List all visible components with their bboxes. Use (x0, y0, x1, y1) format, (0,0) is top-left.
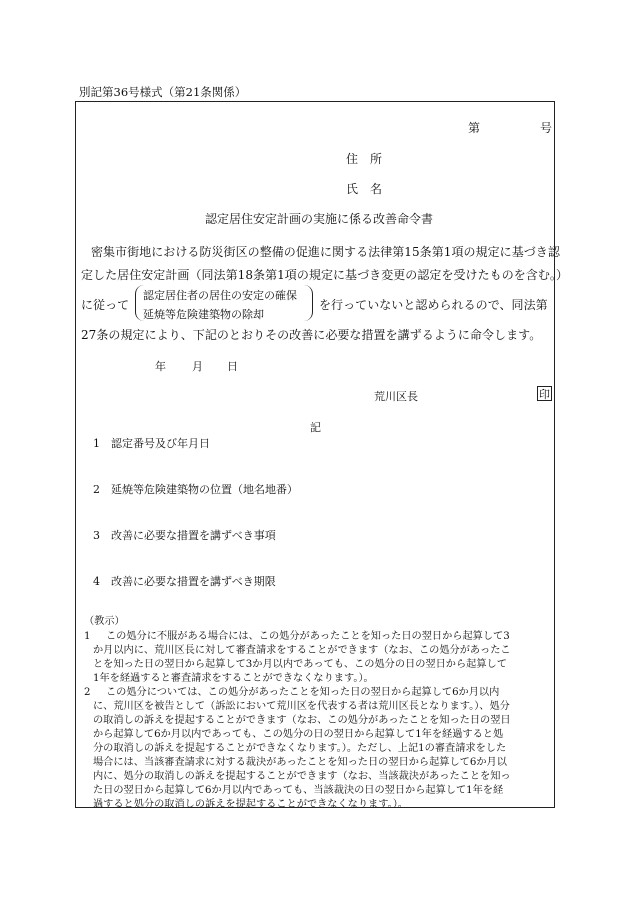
issuer: 荒川区長 (374, 390, 418, 403)
body-line-3-prefix: に従って (81, 298, 130, 312)
notice-2-line: の取消しの訴えを提起することができます（なお、この処分があったことを知った日の翌日 (93, 715, 511, 726)
number-dai: 第 (468, 121, 481, 135)
body-line-1: 密集市街地における防災街区の整備の促進に関する法律第15条第1項の規定に基づき認 (91, 245, 560, 259)
notice-1-line: この処分に不服がある場合には、この処分があったことを知った日の翌日から起算して3 (106, 631, 510, 642)
item-2: 2 延焼等危険建築物の位置（地名地番） (93, 483, 298, 496)
name-label: 氏 名 (346, 182, 383, 196)
date-month: 月 (192, 360, 203, 373)
notice-heading: （教示） (84, 616, 125, 627)
body-line-2: 定した居住安定計画（同法第18条第1項の規定に基づき変更の認定を受けたものを含む。） (81, 268, 569, 282)
notice-2-line: 分の取消しの訴えを提起することができなくなります。）。ただし、上記1の審査請求をした (93, 743, 507, 754)
document-title: 認定居住安定計画の実施に係る改善命令書 (205, 212, 434, 226)
body-line-3-suffix: を行っていないと認められるので、同法第 (319, 298, 548, 312)
option-2: 延焼等危険建築物の除却 (143, 308, 264, 321)
body-line-4: 27条の規定により、下記のとおりその改善に必要な措置を講ずるように命令します。 (81, 328, 542, 342)
notice-2-line: から起算して6か月以内であっても、この処分の日の翌日から起算して1年を経過すると処 (93, 729, 504, 740)
form-label: 別記第36号様式（第21条関係） (79, 85, 247, 99)
notice-2-line: 過すると処分の取消しの訴えを提起することができなくなります。）。 (93, 799, 408, 810)
number-go: 号 (540, 121, 553, 135)
notice-1-line: とを知った日の翌日から起算して3か月以内であっても、この処分の日の翌日から起算して (93, 659, 507, 670)
notice-2-line: 場合には、当該審査請求に対する裁決があったことを知った日の翌日から起算して6か月以 (93, 757, 507, 768)
seal-mark: 印 (539, 388, 550, 401)
address-label: 住 所 (346, 152, 383, 166)
notice-2-number: 2 (84, 687, 91, 698)
notice-2-line: た日の翌日から起算して6か月以内であっても、当該裁決の日の翌日から起算して1年を経 (93, 785, 504, 796)
notice-2-line: に、荒川区を被告として（訴訟において荒川区を代表する者は荒川区長となります。）、処分 (93, 701, 510, 712)
notice-1-number: 1 (84, 631, 91, 642)
notice-2-line: この処分については、この処分があったことを知った日の翌日から起算して6か月以内 (106, 687, 500, 698)
item-1: 1 認定番号及び年月日 (93, 437, 210, 450)
date-day: 日 (227, 360, 238, 373)
item-4: 4 改善に必要な措置を講ずべき期限 (93, 575, 276, 588)
ki-heading: 記 (310, 421, 321, 434)
date-year: 年 (155, 360, 166, 373)
notice-2-line: 内に、処分の取消しの訴えを提起することができます（なお、当該裁決があったことを知っ (93, 771, 511, 782)
notice-1-line: か月以内に、荒川区長に対して審査請求をすることができます（なお、この処分があったこ (93, 645, 511, 656)
item-3: 3 改善に必要な措置を講ずべき事項 (93, 529, 276, 542)
notice-1-line: 1年を経過すると審査請求をすることができなくなります。）。 (93, 673, 374, 684)
option-1: 認定居住者の居住の安定の確保 (143, 289, 297, 302)
